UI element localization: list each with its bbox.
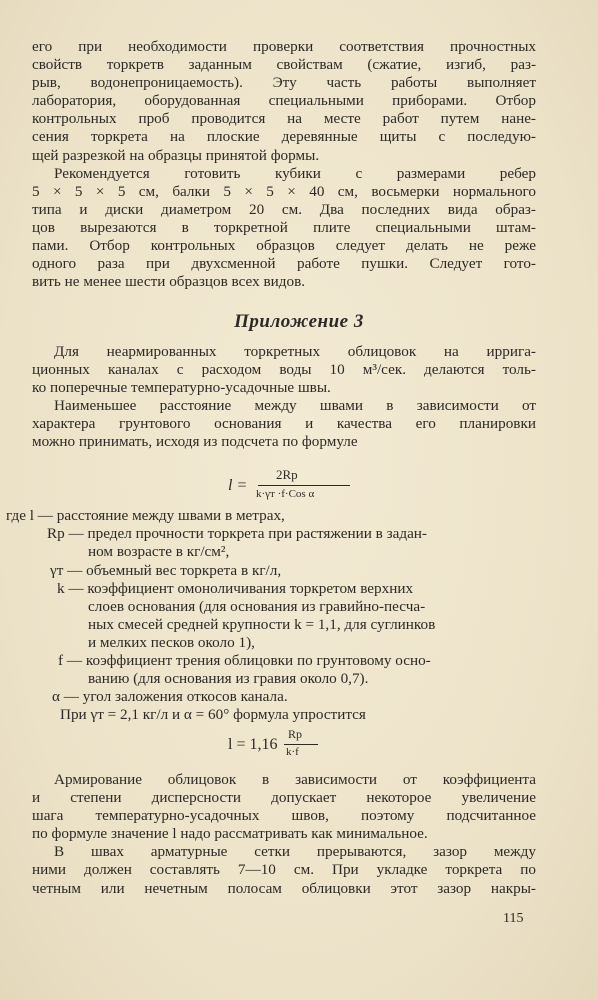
text-line: щей разрезкой на образцы принятой формы. [32,146,320,164]
text-line: рыв, водонепроницаемость). Эту часть работы выполняет [32,74,536,92]
text-line: ционных каналах с расходом воды 10 м³/сек. делаются толь- [32,361,536,379]
definition-line: ванию (для основания из гравия около 0,7). [88,670,369,687]
text-line: Наименьшее расстояние между швами в зависимости от [54,397,536,415]
text-line: четным или нечетным полосам облицовки этот зазор накры- [32,879,536,897]
definition-line: слоев основания (для основания из гравийно-песча- [88,598,426,615]
text-line: одного раза при двухсменной работе пушки. Следует гото- [32,255,536,273]
text-line: контрольных проб проводится на месте работ путем нане- [32,110,536,128]
text-line: цов вырезаются в торкретной плите специальными штам- [32,218,536,236]
definition-line: ном возрасте в кг/см², [88,543,230,560]
text-line: характера грунтового основания и качества его планировки [32,415,536,433]
formula-denominator: k·f [286,746,299,758]
definition-line: ных смесей средней крупности k = 1,1, для суглинков [88,616,436,633]
text-line: ними должен составлять 7—10 см. При укладке торкрета по [32,861,536,879]
definition-line: α — угол заложения откосов канала. [52,688,288,705]
text-line: ко поперечные температурно-усадочные швы. [32,379,331,397]
text-line: Армирование облицовок в зависимости от коэффициента [54,771,536,788]
text-line: Рекомендуется готовить кубики с размерами ребер [54,164,536,182]
text-line: шага температурно-усадочных швов, поэтому подсчитанное [32,807,536,825]
text-line: лаборатория, оборудованная специальными приборами. Отбор [32,92,536,110]
text-line: типа и диски диаметром 20 см. Два последних вида образ- [32,200,536,218]
text-line: сения торкрета на плоские деревянные щиты с последую- [32,128,536,146]
text-line: свойств торкретв заданным свойствам (сжатие, изгиб, раз- [32,56,536,74]
definition-line: f — коэффициент трения облицовки по грунтовому осно- [58,652,431,669]
formula-simplified [228,728,328,762]
appendix-title: Приложение 3 [234,311,364,332]
text-line: его при необходимости проверки соответствия прочностных [32,38,536,55]
fraction-bar [284,744,318,745]
text-line: и степени дисперсности допускает некоторое увеличение [32,789,536,807]
body-text-bottom [32,771,536,898]
text-line: вить не менее шести образцов всех видов. [32,273,306,291]
definition-line: При γт = 2,1 кг/л и α = 60° формула упростится [60,706,366,723]
formula-numerator: Rp [288,727,303,741]
definition-line: где l — расстояние между швами в метрах, [6,507,285,524]
text-line: 5 × 5 × 5 см, балки 5 × 5 × 40 см, восьмерки нормального [32,182,536,200]
text-line: пами. Отбор контрольных образцов следует делать не реже [32,237,536,255]
text-line: Для неармированных торкретных облицовок на ирригa- [54,343,536,360]
text-line: можно принимать, исходя из подсчета по формуле [32,433,358,451]
definition-line: k — коэффициент омоноличивания торкретом верхних [57,580,414,597]
definition-line: и мелких песков около 1), [88,634,255,651]
formula-denominator: k·γт ·f·Cos α [256,488,315,500]
page-number: 115 [503,911,524,926]
definition-line: γт — объемный вес торкрета в кг/л, [50,562,282,579]
text-line: по формуле значение l надо рассматривать как минимальное. [32,825,428,843]
definition-line: Rp — предел прочности торкрета при растяжении в задан- [47,525,427,542]
formula-lhs: l = [228,477,248,494]
text-line: В швах арматурные сетки прерываются, зазор между [54,843,536,861]
fraction-bar [258,485,350,486]
formula-numerator: 2Rp [276,467,298,482]
body-text-appendix [32,343,536,452]
formula-lhs: l = 1,16 [228,736,278,753]
body-text-top [32,38,536,291]
formula-spacing [228,467,358,507]
